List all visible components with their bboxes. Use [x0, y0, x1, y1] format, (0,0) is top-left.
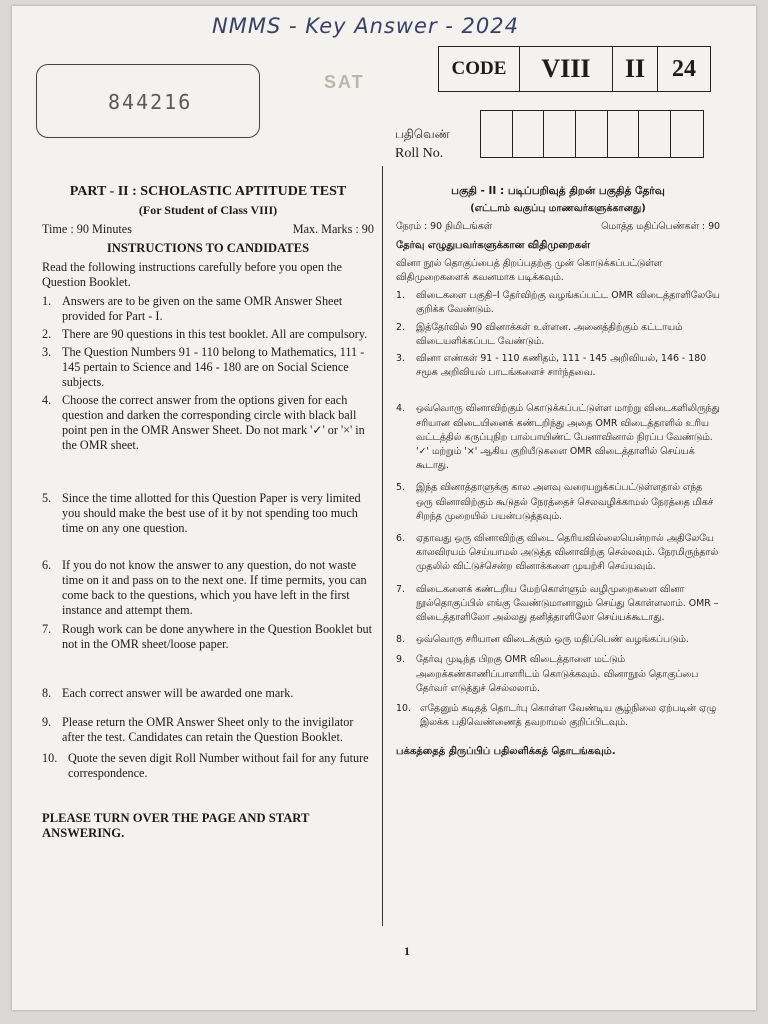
item-number: 3.	[396, 353, 405, 365]
item-text: ஒவ்வொரு வினாவிற்கும் கொடுக்கப்பட்டுள்ள மாற்று விடைகளிலிருந்து சரியான விடையினைக் கண்டறிந்து அதை OMR விடைத்தாளில் உரிய வட்டத்தில் கருப்புநிற பால்பாயிண்ட் பேனாவினால் நிரப்ப வேண்டும். '✓' மற்றும் '×' ஆகிய குறியீடுகளை OMR விடைத்தாளில் செய்யக் கூடாது.	[416, 403, 720, 472]
code-paper: II	[613, 47, 658, 91]
english-closing: PLEASE TURN OVER THE PAGE AND START ANSWERING.	[42, 811, 310, 840]
column-divider	[382, 166, 383, 926]
item-text: Quote the seven digit Roll Number without fail for any future correspondence.	[68, 751, 369, 780]
item-number: 1.	[42, 294, 52, 308]
english-title: PART - II : SCHOLASTIC APTITUDE TEST	[69, 184, 347, 199]
tamil-instruction-item	[396, 633, 720, 647]
item-text: வினா எண்கள் 91 - 110 கணிதம், 111 - 145 அறிவியல், 146 - 180 சமூக அறிவியல் பாடங்களைச் சார்ந்தவை.	[416, 353, 707, 379]
tamil-instructions-heading: தேர்வு எழுதுபவர்களுக்கான விதிமுறைகள்	[396, 239, 591, 251]
english-instruction-item	[42, 751, 374, 781]
item-text: Each correct answer will be awarded one mark.	[62, 686, 294, 700]
code-year: 24	[672, 55, 696, 82]
item-text: இத்தேர்வில் 90 வினாக்கள் உள்ளன. அனைத்திற்கும் கட்டாயம் விடையளிக்கப்பட வேண்டும்.	[416, 321, 683, 347]
item-number: 9.	[42, 715, 52, 729]
item-text: விடைகளைக் கண்டறிய மேற்கொள்ளும் வழிமுறைகளை வினா நூல்தொகுப்பில் எங்கு வேண்டுமானாலும் செய்து கொள்ளலாம். OMR – விடைத்தாளிலோ அல்லது தனித்தாளிலோ செய்யக்கூடாது.	[416, 583, 719, 624]
roll-number-grid[interactable]	[480, 110, 704, 158]
tamil-instruction-item	[396, 352, 720, 380]
item-text: Since the time allotted for this Question Paper is very limited you should make the best use of it by not spending too much time on any one question.	[62, 491, 361, 535]
english-instruction-item	[42, 327, 374, 342]
item-text: தேர்வு முடிந்த பிறகு OMR விடைத்தாளை மட்டும் அறைக்கண்காணிப்பாளரிடம் கொடுக்கவும். வினாநூல் தொகுப்பை தேர்வர் எடுத்துச் செல்லலாம்.	[416, 654, 699, 694]
item-number: 10.	[42, 751, 58, 765]
item-text: விடைகளை பகுதி–I தேர்விற்கு வழங்கப்பட்ட OMR விடைத்தாளிலேயே குறிக்க வேண்டும்.	[416, 290, 720, 316]
tamil-instruction-item	[396, 532, 720, 575]
roll-digit-box[interactable]	[671, 111, 703, 157]
roll-digit-box[interactable]	[639, 111, 671, 157]
item-text: Rough work can be done anywhere in the Question Booklet but not in the OMR sheet/loose paper.	[62, 622, 373, 651]
item-number: 9.	[396, 654, 405, 666]
item-text: ஒவ்வொரு சரியான விடைக்கும் ஒரு மதிப்பெண் வழங்கப்படும்.	[416, 634, 689, 646]
roll-label-tamil: பதிவெண்	[395, 127, 450, 141]
item-number: 8.	[42, 686, 52, 700]
tamil-time-marks-row	[396, 220, 720, 234]
english-instruction-item	[42, 686, 374, 701]
item-number: 6.	[396, 533, 405, 545]
handwritten-title: NMMS - Key Answer - 2024	[212, 14, 519, 38]
item-text: There are 90 questions in this test booklet. All are compulsory.	[62, 327, 368, 341]
roll-digit-box[interactable]	[608, 111, 640, 157]
english-instructions-column	[42, 184, 374, 841]
item-text: Answers are to be given on the same OMR Answer Sheet provided for Part - I.	[62, 294, 343, 323]
item-number: 1.	[396, 290, 405, 302]
tamil-instruction-item	[396, 583, 720, 626]
english-instruction-item	[42, 558, 374, 618]
item-number: 7.	[396, 583, 405, 595]
item-text: The Question Numbers 91 - 110 belong to Mathematics, 111 - 145 pertain to Science and 146 - 180 are on Social Science subjects.	[62, 345, 365, 389]
item-text: Choose the correct answer from the options given for each question and darken the corresponding circle with black ball point pen in the OMR Answer Sheet. Do not mark '✓' or '×' in the OMR sheet.	[62, 393, 365, 452]
tamil-closing: பக்கத்தைத் திருப்பிப் பதிலளிக்கத் தொடங்கவும்.	[396, 745, 616, 757]
english-subtitle: (For Student of Class VIII)	[138, 203, 278, 217]
tamil-time: நேரம் : 90 நிமிடங்கள்	[396, 221, 493, 233]
english-instruction-item	[42, 622, 374, 652]
english-time: Time : 90 Minutes	[42, 222, 132, 236]
tamil-instruction-item	[396, 402, 720, 473]
item-text: ஏதாவது ஒரு வினாவிற்கு விடை தெரியவில்லையென்றால் அதிலேயே காலவிரயம் செய்யாமல் அடுத்த வினாவிற்கு செல்லவும். நேரமிருந்தால் முதலில் விட்டுச்சென்ற வினாக்களை முயற்சி செய்யவும்.	[416, 533, 719, 573]
tamil-instruction-item	[396, 289, 720, 317]
tamil-marks: மொத்த மதிப்பெண்கள் : 90	[601, 221, 720, 233]
english-instruction-item	[42, 491, 374, 536]
english-instruction-item	[42, 294, 374, 324]
tamil-instructions-column	[396, 184, 720, 759]
item-text: எதேனும் கடிதத் தொடர்பு கொள்ள வேண்டிய சூழ்நிலை ஏற்படின் ஏழு இலக்க பதிவெண்ணைத் தவறாமல் குறிப்பிடவும்.	[420, 703, 717, 729]
tamil-title: பகுதி - II : படிப்பறிவுத் திறன் பகுதித் தேர்வு	[451, 185, 665, 197]
item-number: 4.	[42, 393, 52, 407]
tamil-instruction-item	[396, 653, 720, 696]
sat-stamp: SAT	[324, 72, 365, 92]
roll-label-english: Roll No.	[395, 146, 444, 161]
roll-digit-box[interactable]	[513, 111, 545, 157]
item-number: 8.	[396, 634, 405, 646]
item-number: 2.	[396, 321, 405, 333]
tamil-instruction-item	[396, 702, 720, 730]
english-instruction-item	[42, 715, 374, 745]
item-text: If you do not know the answer to any question, do not waste time on it and pass on to the next one. If time permits, you can come back to the questions, which you have left in the first instance and attempt them.	[62, 558, 367, 617]
english-instruction-item	[42, 393, 374, 453]
english-instruction-item	[42, 345, 374, 390]
tamil-instruction-item	[396, 321, 720, 349]
item-number: 5.	[42, 491, 52, 505]
code-box	[438, 46, 711, 92]
tamil-instruction-item	[396, 481, 720, 524]
roll-number-label	[395, 124, 450, 164]
booklet-id-number: 844216	[108, 90, 193, 114]
item-number: 7.	[42, 622, 52, 636]
english-marks: Max. Marks : 90	[292, 222, 374, 236]
english-instructions-heading: INSTRUCTIONS TO CANDIDATES	[106, 241, 310, 255]
code-class: VIII	[520, 47, 613, 91]
roll-digit-box[interactable]	[576, 111, 608, 157]
page-number: 1	[404, 944, 410, 958]
question-booklet-page	[12, 6, 756, 1010]
item-number: 5.	[396, 482, 405, 494]
english-time-marks-row	[42, 222, 374, 237]
item-number: 2.	[42, 327, 52, 341]
code-label: CODE	[439, 47, 520, 91]
item-text: Please return the OMR Answer Sheet only to the invigilator after the test. Candidates can retain the Question Booklet.	[62, 715, 354, 744]
item-number: 10.	[396, 703, 411, 715]
item-text: இந்த வினாத்தாளுக்கு கால அளவு வரையறுக்கப்பட்டுள்ளதால் எந்த ஒரு வினாவிற்கும் கூடுதல் நேரத்தைச் செலவழிக்காமல் நேரத்தை மிகச் சிறந்த முறையில் பயன்படுத்தவும்.	[416, 482, 714, 522]
roll-digit-box[interactable]	[544, 111, 576, 157]
tamil-intro: வினா நூல் தொகுப்பைத் திறப்பதற்கு முன் கொடுக்கப்பட்டுள்ள விதிமுறைகளைக் கவனமாக படிக்கவும்.	[396, 257, 663, 284]
tamil-subtitle: (எட்டாம் வகுப்பு மாணவர்களுக்கானது)	[470, 203, 646, 215]
item-number: 3.	[42, 345, 52, 359]
item-number: 6.	[42, 558, 52, 572]
roll-digit-box[interactable]	[481, 111, 513, 157]
item-number: 4.	[396, 403, 405, 415]
english-intro: Read the following instructions carefully before you open the Question Booklet.	[42, 260, 342, 289]
